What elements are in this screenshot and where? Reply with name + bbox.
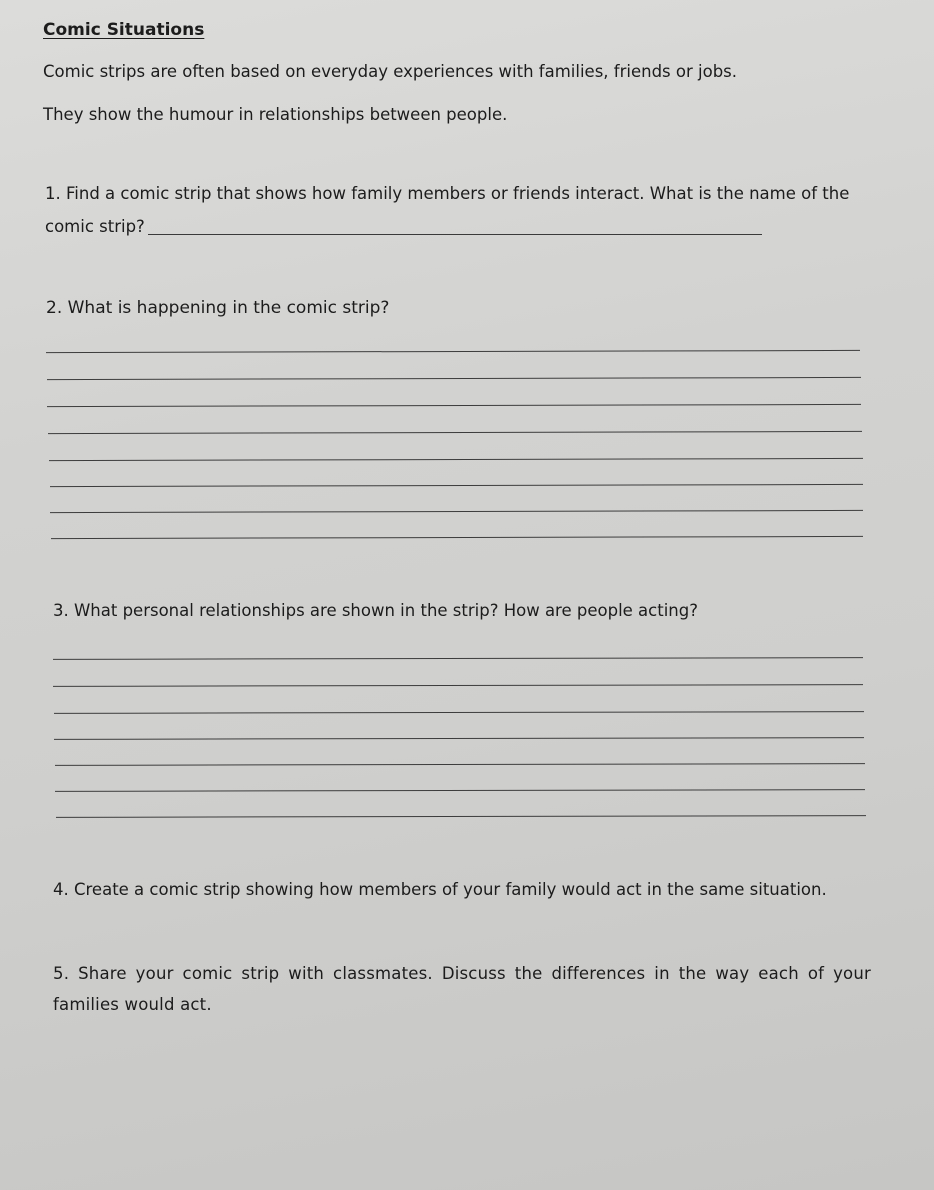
question-1-text: 1. Find a comic strip that shows how family members or friends interact. What is the name of the [45,184,850,203]
question-4-text: 4. Create a comic strip showing how members of your family would act in the same situation. [53,880,827,899]
question-2-answer-line[interactable] [51,536,863,539]
worksheet-title: Comic Situations [43,20,205,40]
intro-line-1: Comic strips are often based on everyday experiences with families, friends or jobs. [43,62,738,81]
question-2-answer-line[interactable] [47,404,861,407]
question-1-continuation: comic strip? [45,217,145,236]
question-3-answer-line[interactable] [54,711,864,714]
question-3-answer-line[interactable] [55,789,865,792]
question-2-text: 2. What is happening in the comic strip? [46,298,390,318]
question-3-answer-line[interactable] [53,657,863,660]
question-2-answer-line[interactable] [48,431,862,434]
question-2-answer-line[interactable] [50,510,863,513]
question-3-answer-line[interactable] [54,737,864,740]
intro-line-2: They show the humour in relationships between people. [43,105,508,124]
question-3-answer-line[interactable] [55,763,865,766]
question-3-answer-line[interactable] [53,684,863,687]
question-2-answer-line[interactable] [46,350,860,353]
question-2-answer-line[interactable] [49,458,863,461]
question-2-answer-line[interactable] [50,484,863,487]
question-3-answer-line[interactable] [56,815,866,818]
question-3-text: 3. What personal relationships are shown in the strip? How are people acting? [53,601,698,620]
question-5-text: 5. Share your comic strip with classmates. Discuss the differences in the way each of your families would act. [53,964,871,1014]
question-2-answer-line[interactable] [47,377,861,380]
question-1-answer-line[interactable] [148,234,762,235]
